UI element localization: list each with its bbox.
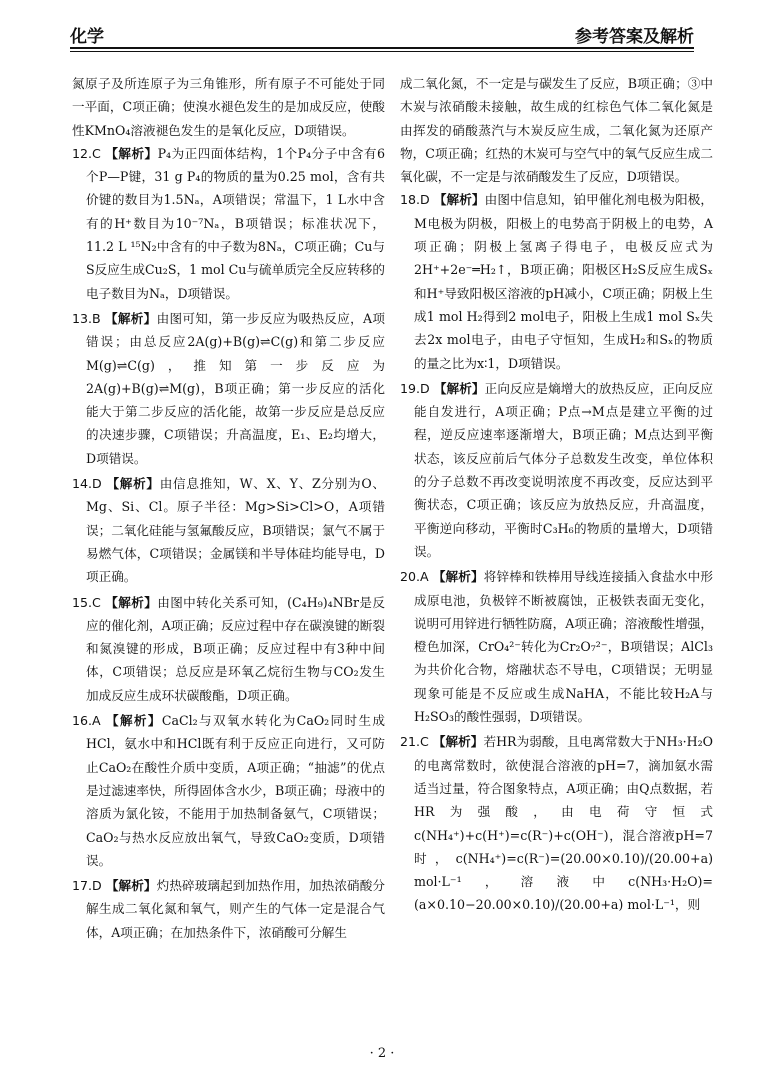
item-number: 15.C xyxy=(72,594,101,610)
answer-text: 灼热碎玻璃起到加热作用，加热浓硝酸分解生成二氧化氮和氧气，则产生的气体一定是混合气体，A项正确；在加热条件下，浓硝酸可分解生 xyxy=(86,878,386,940)
item-number: 12.C xyxy=(72,145,101,161)
item-number: 13.B xyxy=(72,310,101,326)
answer-text: 若HR为弱酸，且电离常数大于NH₃·H₂O的电离常数时，欲使混合溶液的pH=7，滴加氨水需适当过量，符合图象特点，A项正确；由Q点数据，若HR为强酸，由电荷守恒式c(NH₄⁺)+c(H⁺)=c(R⁻)+c(OH⁻)，混合溶液pH=7时，c(NH₄⁺)=c(R⁻)=(20.00×0.10)/(20.00+a) mol·L⁻¹，溶液中c(NH₃·H₂O)=(a×0.10−20.00×0.10)/(20.00+a) mol·L⁻¹，则 xyxy=(414,734,714,913)
answer-text: 由信息推知，W、X、Y、Z分别为O、Mg、Si、Cl。原子半径：Mg>Si>Cl>O，A项错误；二氧化硅能与氢氟酸反应，B项错误；氯气不属于易燃气体，C项错误；金属镁和半导体硅均能导电，D项正确。 xyxy=(86,476,385,585)
analysis-tag: 【解析】 xyxy=(104,310,157,326)
answer-item-12 xyxy=(72,142,385,305)
answer-item-15 xyxy=(72,591,385,707)
answer-item-16 xyxy=(72,709,385,872)
header-title: 参考答案及解析 xyxy=(575,27,694,47)
answer-item-13 xyxy=(72,307,385,470)
answer-text: CaCl₂与双氧水转化为CaO₂同时生成HCl，氨水中和HCl既有利于反应正向进行，又可防止CaO₂在酸性介质中变质，A项正确；“抽滤”的优点是过滤速率快，所得固体含水少，B项正确；母液中的溶质为氯化铵，不能用于加热制备氨气，C项错误；CaO₂与热水反应放出氧气，导致CaO₂变质，D项错误。 xyxy=(86,713,386,868)
item-number: 18.D xyxy=(400,192,430,208)
answer-item-17 xyxy=(72,874,385,944)
right-column xyxy=(400,72,713,917)
answer-item-14 xyxy=(72,472,385,588)
answer-item-18 xyxy=(400,188,713,374)
answer-text: 由图可知，第一步反应为吸热反应，A项错误；由总反应2A(g)+B(g)⇌C(g)和第二步反应M(g)⇌C(g)，推知第一步反应为2A(g)+B(g)⇌M(g)，B项正确；第一步反应的活化能大于第二步反应的活化能，故第一步反应是总反应的决速步骤，C项错误；升高温度，E₁、E₂均增大，D项错误。 xyxy=(86,310,385,466)
analysis-tag: 【解析】 xyxy=(106,476,160,492)
answer-text: P₄为正四面体结构，1个P₄分子中含有6个P—P键，31 g P₄的物质的量为0.25 mol，含有共价键的数目为1.5Nₐ，A项错误；常温下，1 L水中含有的H⁺数目为10⁻⁷Nₐ，B项错误；标准状况下，11.2 L ¹⁵N₂中含有的中子数为8Nₐ，C项正确；Cu与S反应生成Cu₂S，1 mol Cu与硫单质完全反应转移的电子数目为Nₐ，D项错误。 xyxy=(86,145,385,301)
item-number: 16.A xyxy=(72,713,101,729)
header-rule-thick xyxy=(70,47,694,49)
answer-text: 将锌棒和铁棒用导线连接插入食盐水中形成原电池，负极锌不断被腐蚀，正极铁表面无变化，说明可用锌进行牺牲防腐，A项正确；溶液酸性增强，橙色加深，CrO₄²⁻转化为Cr₂O₇²⁻，B项错误；AlCl₃为共价化合物，熔融状态不导电，C项错误；无明显现象可能是不反应或生成NaHA，不能比较H₂A与H₂SO₃的酸性强弱，D项错误。 xyxy=(414,569,713,725)
answer-text: 由图中信息知，铂甲催化剂电极为阳极，M电极为阴极，阳极上的电势高于阴极上的电势，A项正确；阴极上氢离子得电子，电极反应式为2H⁺+2e⁻═H₂↑，B项正确；阳极区H₂S反应生成Sₓ和H⁺导致阳极区溶液的pH减小，C项正确；阴极上生成1 mol H₂得到2 mol电子，阳极上生成1 mol Sₓ失去2x mol电子，由电子守恒知，生成H₂和Sₓ的物质的量之比为x∶1，D项错误。 xyxy=(414,192,714,371)
page-number: · 2 · xyxy=(369,1046,395,1061)
analysis-tag: 【解析】 xyxy=(105,145,158,161)
analysis-tag: 【解析】 xyxy=(106,713,162,729)
analysis-tag: 【解析】 xyxy=(433,380,485,396)
page-header xyxy=(70,20,694,52)
item-number: 20.A xyxy=(400,569,429,585)
answer-text: 由图中转化关系可知，(C₄H₉)₄NBr是反应的催化剂，A项正确；反应过程中存在碳溴键的断裂和氮溴键的形成，B项正确；反应过程中有3种中间体，C项错误；总反应是环氧乙烷衍生物与CO₂发生加成反应生成环状碳酸酯，D项正确。 xyxy=(86,594,385,703)
header-rule-thin xyxy=(70,51,694,52)
answer-text: 正向反应是熵增大的放热反应，正向反应能自发进行，A项正确；P点→M点是建立平衡的过程，逆反应速率逐渐增大，B项正确；M点达到平衡状态，该反应前后气体分子总数发生改变，单位体积的分子总数不再改变说明浓度不再改变，反应达到平衡状态，C项正确；该反应为放热反应，升高温度，平衡逆向移动，平衡时C₃H₆的物质的量增大，D项错误。 xyxy=(414,380,714,559)
item-number: 14.D xyxy=(72,476,102,492)
continuation-text: 成二氧化氮，不一定是与碳发生了反应，B项正确；③中木炭与浓硝酸未接触，故生成的红棕色气体二氧化氮是由挥发的硝酸蒸汽与木炭反应生成，二氧化氮为还原产物，C项正确；红热的木炭可与空气中的氧气反应生成二氧化碳，不一定是与浓硝酸发生了反应，D项错误。 xyxy=(400,76,713,185)
analysis-tag: 【解析】 xyxy=(105,594,158,610)
answer-item-21 xyxy=(400,730,713,916)
answer-item-19 xyxy=(400,377,713,563)
item-number: 21.C xyxy=(400,734,429,750)
subject-label: 化学 xyxy=(70,27,104,47)
analysis-tag: 【解析】 xyxy=(433,192,485,208)
continuation-text: 氮原子及所连原子为三角锥形，所有原子不可能处于同一平面，C项正确；使溴水褪色发生的是加成反应，使酸性KMnO₄溶液褪色发生的是氧化反应，D项错误。 xyxy=(72,76,385,138)
item-number: 19.D xyxy=(400,380,430,396)
item-number: 17.D xyxy=(72,878,102,894)
left-column xyxy=(72,72,385,944)
analysis-tag: 【解析】 xyxy=(432,569,484,585)
analysis-tag: 【解析】 xyxy=(432,734,484,750)
answer-item-20 xyxy=(400,565,713,728)
analysis-tag: 【解析】 xyxy=(105,878,157,894)
